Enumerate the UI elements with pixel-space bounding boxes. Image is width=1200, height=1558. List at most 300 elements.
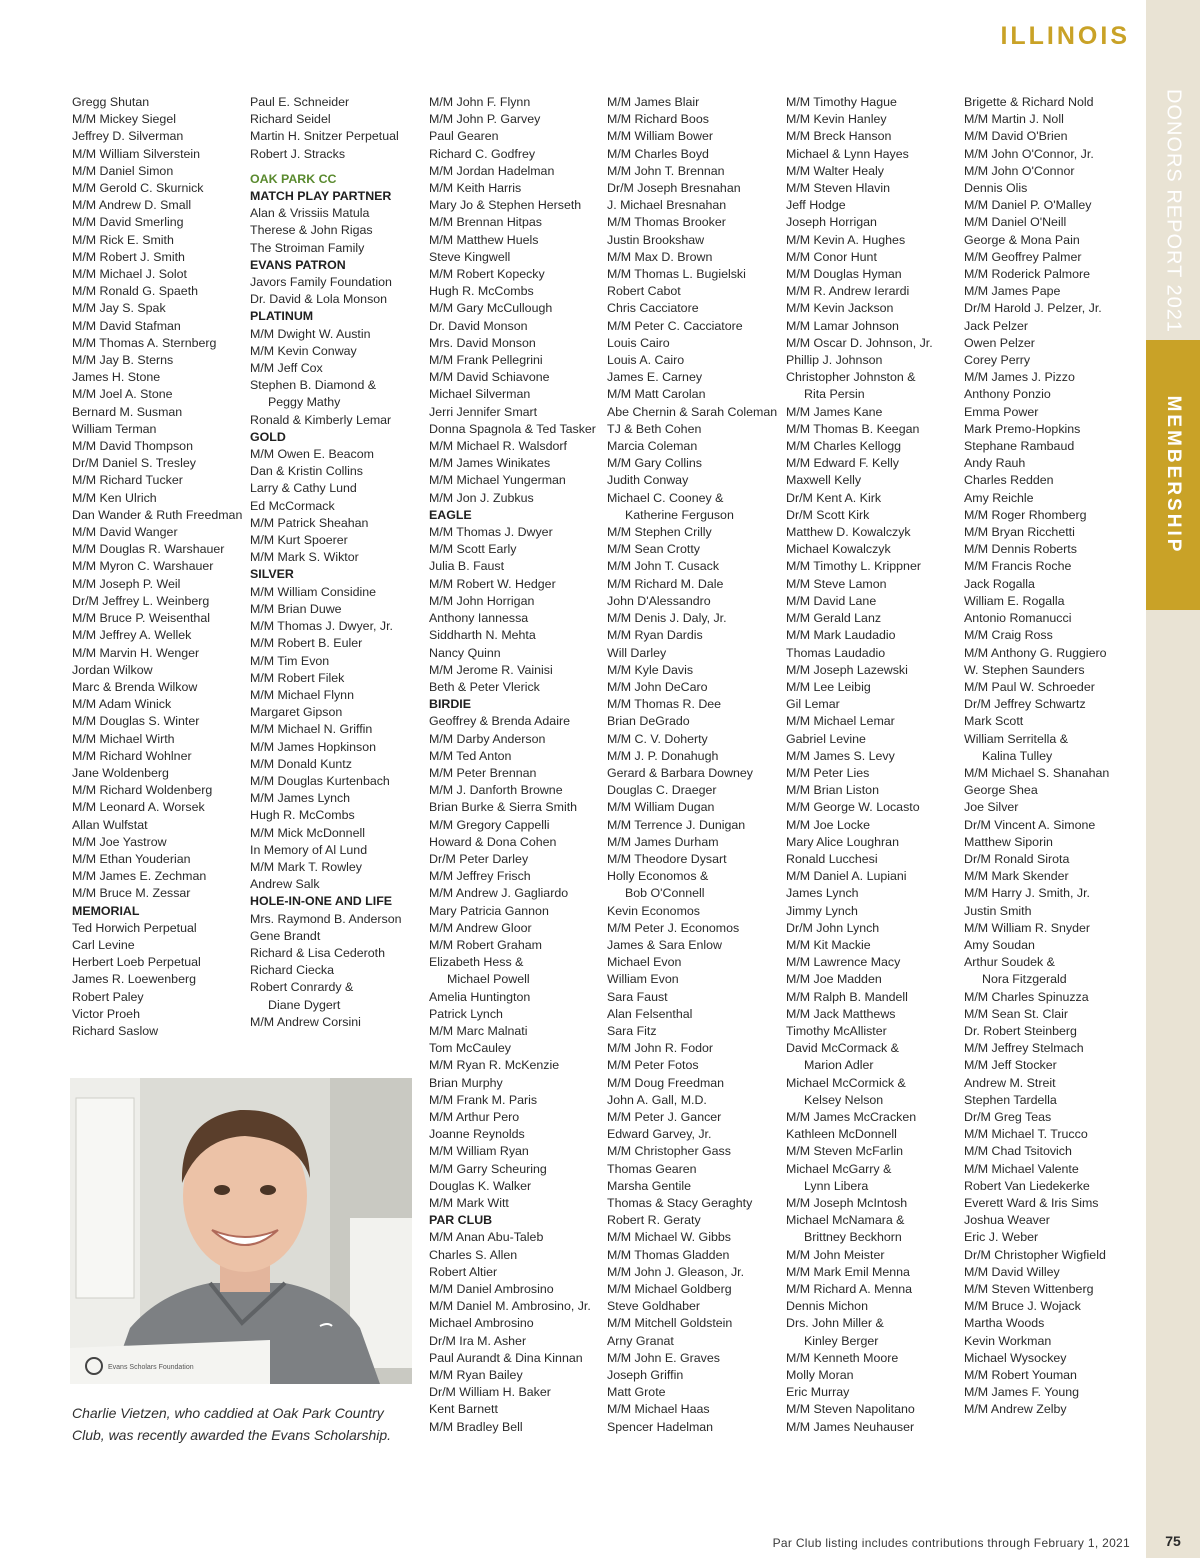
- donor-name: William Evon: [607, 972, 679, 987]
- donor-name: M/M Max D. Brown: [607, 249, 713, 264]
- donor-name: Dr/M Vincent A. Simone: [964, 817, 1096, 832]
- donor-name: In Memory of Al Lund: [250, 842, 368, 857]
- donor-name: M/M John R. Fodor: [607, 1041, 714, 1056]
- donor-name: John D'Alessandro: [607, 593, 711, 608]
- donor-name: Joe Silver: [964, 800, 1019, 815]
- donor-name: M/M Charles Boyd: [607, 146, 709, 161]
- donor-name: Justin Smith: [964, 903, 1032, 918]
- donor-name: M/M C. V. Doherty: [607, 731, 708, 746]
- donor-name: James Lynch: [786, 886, 859, 901]
- donor-name: M/M Thomas J. Dwyer, Jr.: [250, 619, 393, 634]
- donor-name: M/M Thomas B. Keegan: [786, 421, 920, 436]
- donor-name: M/M William Ryan: [429, 1144, 529, 1159]
- donor-name: Michael Powell: [447, 972, 530, 987]
- donor-name: Andrew M. Streit: [964, 1075, 1056, 1090]
- category-heading: BIRDIE: [429, 697, 471, 712]
- donor-name: M/M Joseph McIntosh: [786, 1196, 908, 1210]
- donor-name: Michael McNamara &: [786, 1213, 905, 1228]
- donor-column-4: [607, 94, 783, 1436]
- donor-name: Louis Cairo: [607, 335, 670, 350]
- donor-name: M/M J. P. Donahugh: [607, 748, 719, 763]
- donor-name: Dr/M Ira M. Asher: [429, 1333, 527, 1348]
- donor-name: Donna Spagnola & Ted Tasker: [429, 421, 596, 436]
- donor-name: M/M Thomas J. Dwyer: [429, 525, 553, 540]
- donor-name: Dr/M Jeffrey Schwartz: [964, 697, 1086, 712]
- donor-name: Thomas & Stacy Geraghty: [607, 1196, 753, 1210]
- donor-name: Jordan Wilkow: [72, 662, 153, 677]
- donor-name: M/M R. Andrew Ierardi: [786, 284, 910, 299]
- donor-name: M/M James Pape: [964, 284, 1061, 299]
- donor-name: M/M Scott Early: [429, 542, 517, 557]
- donor-name: Richard Ciecka: [250, 963, 335, 978]
- donor-name: M/M Ralph B. Mandell: [786, 989, 908, 1004]
- donor-name: M/M Theodore Dysart: [607, 851, 727, 866]
- donor-name: Andrew Salk: [250, 877, 320, 892]
- donor-name: M/M John F. Flynn: [429, 95, 531, 109]
- donor-name: Dr. David Monson: [429, 318, 528, 333]
- donor-name: Marion Adler: [804, 1058, 874, 1073]
- donor-name: Ted Horwich Perpetual: [72, 920, 197, 935]
- donor-name: John A. Gall, M.D.: [607, 1092, 707, 1107]
- donor-name: M/M Robert B. Euler: [250, 636, 363, 651]
- donor-name: M/M John Horrigan: [429, 593, 535, 608]
- donor-name: Michael Evon: [607, 955, 682, 970]
- donor-name: M/M Donald Kuntz: [250, 756, 352, 771]
- donor-name: M/M Ryan R. McKenzie: [429, 1058, 560, 1073]
- donor-name: Siddharth N. Mehta: [429, 628, 536, 643]
- donor-name: Louis A. Cairo: [607, 353, 685, 368]
- photo-caption: Charlie Vietzen, who caddied at Oak Park Country Club, was recently awarded the Evans Scholarship.: [72, 1405, 392, 1443]
- donor-column-1: [72, 94, 248, 1040]
- donor-name: Edward Garvey, Jr.: [607, 1127, 712, 1142]
- donor-name: Dr/M Scott Kirk: [786, 507, 870, 522]
- donor-name: Dr. Robert Steinberg: [964, 1023, 1077, 1038]
- donor-name: Geoffrey & Brenda Adaire: [429, 714, 570, 729]
- donor-name: M/M Matthew Huels: [429, 232, 539, 247]
- donor-name: Beth & Peter Vlerick: [429, 679, 540, 694]
- donor-name: Kevin Workman: [964, 1333, 1052, 1348]
- donor-name: Carl Levine: [72, 937, 135, 952]
- donor-name: M/M John Meister: [786, 1247, 885, 1262]
- donor-name: Hugh R. McCombs: [250, 808, 355, 823]
- donor-name: M/M Douglas R. Warshauer: [72, 542, 225, 557]
- donor-name: Nancy Quinn: [429, 645, 501, 660]
- donor-name: M/M Kenneth Moore: [786, 1350, 899, 1365]
- donor-name: M/M Mick McDonnell: [250, 825, 365, 840]
- donor-name: Amy Reichle: [964, 490, 1034, 505]
- donor-name: William Serritella &: [964, 731, 1068, 746]
- donor-name: Dr/M William H. Baker: [429, 1385, 551, 1400]
- donor-name: William Terman: [72, 421, 157, 436]
- donor-name: M/M Steven Wittenberg: [964, 1282, 1094, 1297]
- category-heading: EVANS PATRON: [250, 257, 346, 272]
- donor-name: Michael Wysockey: [964, 1350, 1067, 1365]
- donor-name: George & Mona Pain: [964, 232, 1080, 247]
- donor-name: M/M Edward F. Kelly: [786, 456, 899, 471]
- donor-name: Amy Soudan: [964, 937, 1035, 952]
- donor-name: M/M Lee Leibig: [786, 679, 871, 694]
- donor-name: Dr/M Daniel S. Tresley: [72, 456, 196, 471]
- donor-name: Javors Family Foundation: [250, 275, 392, 290]
- donor-name: M/M Anan Abu-Taleb: [429, 1230, 544, 1245]
- donor-name: Jane Woldenberg: [72, 765, 169, 780]
- donor-name: M/M William Considine: [250, 584, 376, 599]
- donor-name: M/M Bradley Bell: [429, 1419, 523, 1434]
- donor-name: Richard C. Godfrey: [429, 146, 536, 161]
- donor-name: Brian Murphy: [429, 1075, 503, 1090]
- donor-name: M/M Andrew Zelby: [964, 1402, 1067, 1417]
- donor-name: M/M Robert W. Hedger: [429, 576, 556, 591]
- donor-name: Stephen B. Diamond &: [250, 378, 377, 393]
- donor-name: Brittney Beckhorn: [804, 1230, 902, 1245]
- donor-name: Ed McCormack: [250, 498, 335, 513]
- donor-name: Marcia Coleman: [607, 439, 698, 454]
- donor-name: M/M Kevin Conway: [250, 343, 357, 358]
- donor-name: M/M Michael Yungerman: [429, 473, 566, 488]
- donor-name: M/M Michael Goldberg: [607, 1282, 732, 1297]
- donor-name: M/M Michael Haas: [607, 1402, 710, 1417]
- donor-name: M/M Frank M. Paris: [429, 1092, 538, 1107]
- donor-name: Brian DeGrado: [607, 714, 690, 729]
- donor-name: M/M John O'Connor, Jr.: [964, 146, 1094, 161]
- donor-name: Spencer Hadelman: [607, 1419, 714, 1434]
- donor-name: M/M Ethan Youderian: [72, 851, 191, 866]
- donor-name: M/M James Lynch: [250, 791, 351, 806]
- donor-name: David McCormack &: [786, 1041, 899, 1056]
- donor-name: James & Sara Enlow: [607, 937, 723, 952]
- donor-name: Jerri Jennifer Smart: [429, 404, 538, 419]
- donor-name: Gabriel Levine: [786, 731, 866, 746]
- donor-name: Matt Grote: [607, 1385, 666, 1400]
- page-number: 75: [1165, 1533, 1181, 1549]
- donor-name: James E. Carney: [607, 370, 703, 385]
- donor-name: M/M Michael T. Trucco: [964, 1127, 1088, 1142]
- donor-name: M/M Jeff Cox: [250, 361, 323, 376]
- donor-name: Christopher Johnston &: [786, 370, 916, 385]
- donor-name: M/M Mark Skender: [964, 869, 1069, 884]
- donor-name: M/M Leonard A. Worsek: [72, 800, 205, 815]
- donor-name: Martin H. Snitzer Perpetual: [250, 129, 399, 144]
- donor-name: M/M Kurt Spoerer: [250, 533, 348, 548]
- donor-name: Joseph Griffin: [607, 1368, 684, 1383]
- donor-name: Ronald & Kimberly Lemar: [250, 412, 392, 427]
- donor-name: Mrs. Raymond B. Anderson: [250, 911, 402, 926]
- donor-name: M/M Bryan Ricchetti: [964, 525, 1075, 540]
- donor-name: M/M Jeff Stocker: [964, 1058, 1057, 1073]
- donor-name: M/M Mark S. Wiktor: [250, 550, 359, 565]
- donor-name: Tom McCauley: [429, 1041, 511, 1056]
- donor-name: M/M Dennis Roberts: [964, 542, 1077, 557]
- donor-name: Kinley Berger: [804, 1333, 879, 1348]
- donor-name: M/M William R. Snyder: [964, 920, 1090, 935]
- donor-name: Dr/M Joseph Bresnahan: [607, 181, 741, 196]
- donor-name: Arny Granat: [607, 1333, 674, 1348]
- donor-name: TJ & Beth Cohen: [607, 421, 702, 436]
- category-heading: PAR CLUB: [429, 1213, 493, 1228]
- donor-name: Judith Conway: [607, 473, 689, 488]
- donor-name: Paul E. Schneider: [250, 95, 350, 109]
- donor-name: Sara Faust: [607, 989, 668, 1004]
- donor-name: M/M Robert Kopecky: [429, 267, 545, 282]
- donor-name: Thomas Gearen: [607, 1161, 697, 1176]
- section-tab-text: MEMBERSHIP: [1163, 395, 1184, 555]
- donor-name: M/M Peter Lies: [786, 765, 870, 780]
- section-header-state: ILLINOIS: [1000, 22, 1130, 50]
- donor-name: M/M Thomas Brooker: [607, 215, 726, 230]
- donor-name: Gil Lemar: [786, 697, 840, 712]
- donor-name: M/M Joe Yastrow: [72, 834, 167, 849]
- donor-name: W. Stephen Saunders: [964, 662, 1085, 677]
- donor-name: Joanne Reynolds: [429, 1127, 525, 1142]
- donor-name: M/M Andrew Gloor: [429, 920, 532, 935]
- donor-name: Dan Wander & Ruth Freedman: [72, 507, 243, 522]
- donor-name: M/M James Kane: [786, 404, 883, 419]
- donor-name: M/M Joel A. Stone: [72, 387, 173, 402]
- donor-name: M/M John E. Graves: [607, 1350, 720, 1365]
- donor-name: M/M Michael W. Gibbs: [607, 1230, 731, 1245]
- donor-name: Marc & Brenda Wilkow: [72, 679, 198, 694]
- donor-name: Dr. David & Lola Monson: [250, 292, 388, 307]
- donor-name: Alan Felsenthal: [607, 1006, 693, 1021]
- donor-name: Anthony Ponzio: [964, 387, 1051, 402]
- donor-name: M/M Jon J. Zubkus: [429, 490, 534, 505]
- donor-name: M/M Mickey Siegel: [72, 112, 176, 127]
- donor-name: M/M Daniel P. O'Malley: [964, 198, 1092, 213]
- donor-name: M/M Timothy Hague: [786, 95, 897, 109]
- donor-name: M/M Douglas Hyman: [786, 267, 902, 282]
- donor-name: Martha Woods: [964, 1316, 1045, 1331]
- donor-name: M/M Peter J. Gancer: [607, 1109, 722, 1124]
- category-heading: SILVER: [250, 567, 294, 582]
- donor-name: M/M Gary McCullough: [429, 301, 553, 316]
- donor-name: M/M Myron C. Warshauer: [72, 559, 214, 574]
- donor-name: M/M Ronald G. Spaeth: [72, 284, 199, 299]
- donor-name: M/M Thomas L. Bugielski: [607, 267, 746, 282]
- donor-name: M/M George W. Locasto: [786, 800, 920, 815]
- donor-name: M/M Ted Anton: [429, 748, 512, 763]
- donor-name: M/M Jeffrey A. Wellek: [72, 628, 192, 643]
- donor-name: M/M Michael J. Solot: [72, 267, 187, 282]
- donor-name: M/M Kevin A. Hughes: [786, 232, 906, 247]
- donor-name: M/M Christopher Gass: [607, 1144, 731, 1159]
- scholar-photo: [70, 1078, 412, 1384]
- donor-name: M/M James McCracken: [786, 1109, 917, 1124]
- donor-name: M/M David Thompson: [72, 439, 193, 454]
- donor-name: M/M Paul W. Schroeder: [964, 679, 1095, 694]
- donor-name: M/M John J. Gleason, Jr.: [607, 1264, 745, 1279]
- donor-name: M/M James Hopkinson: [250, 739, 377, 754]
- donor-name: Owen Pelzer: [964, 335, 1035, 350]
- donor-name: Elizabeth Hess &: [429, 955, 524, 970]
- donor-name: Mary Patricia Gannon: [429, 903, 549, 918]
- donor-name: Mark Scott: [964, 714, 1024, 729]
- donor-name: Molly Moran: [786, 1368, 854, 1383]
- donor-name: Will Darley: [607, 645, 667, 660]
- donor-name: M/M Douglas S. Winter: [72, 714, 200, 729]
- donor-name: Victor Proeh: [72, 1006, 140, 1021]
- donor-name: Larry & Cathy Lund: [250, 481, 357, 496]
- donor-name: M/M Craig Ross: [964, 628, 1053, 643]
- donor-name: M/M Peter J. Economos: [607, 920, 740, 935]
- donor-name: Michael McGarry &: [786, 1161, 892, 1176]
- donor-name: M/M Thomas R. Dee: [607, 697, 722, 712]
- donor-name: Michael Silverman: [429, 387, 531, 402]
- donor-name: M/M David Willey: [964, 1264, 1060, 1279]
- donor-name: M/M Denis J. Daly, Jr.: [607, 611, 727, 626]
- donor-name: M/M Conor Hunt: [786, 249, 877, 264]
- donor-name: Everett Ward & Iris Sims: [964, 1196, 1099, 1210]
- donor-name: M/M Martin J. Noll: [964, 112, 1064, 127]
- donor-name: Richard Saslow: [72, 1023, 159, 1038]
- donor-name: Charles S. Allen: [429, 1247, 518, 1262]
- donor-name: Kevin Economos: [607, 903, 700, 918]
- category-heading: HOLE-IN-ONE AND LIFE: [250, 894, 393, 909]
- donor-name: M/M Tim Evon: [250, 653, 330, 668]
- donor-name: M/M Patrick Sheahan: [250, 515, 369, 530]
- donor-name: Kent Barnett: [429, 1402, 498, 1417]
- donor-name: Mary Alice Loughran: [786, 834, 899, 849]
- donor-name: Sara Fitz: [607, 1023, 657, 1038]
- donor-name: Matthew Siporin: [964, 834, 1053, 849]
- donor-name: M/M John T. Brennan: [607, 163, 725, 178]
- donor-name: M/M Jordan Hadelman: [429, 163, 555, 178]
- donor-name: M/M Robert Youman: [964, 1368, 1077, 1383]
- donor-column-3: [429, 94, 605, 1436]
- donor-name: M/M Jack Matthews: [786, 1006, 896, 1021]
- donor-name: Rita Persin: [804, 387, 865, 402]
- donor-name: M/M Harry J. Smith, Jr.: [964, 886, 1090, 901]
- donor-name: M/M Lamar Johnson: [786, 318, 899, 333]
- donor-name: Mark Premo-Hopkins: [964, 421, 1081, 436]
- donor-name: Paul Gearen: [429, 129, 499, 144]
- donor-name: M/M Francis Roche: [964, 559, 1072, 574]
- donor-name: M/M Andrew D. Small: [72, 198, 192, 213]
- donor-name: M/M John P. Garvey: [429, 112, 541, 127]
- donor-name: Therese & John Rigas: [250, 223, 373, 238]
- donor-name: M/M Andrew Corsini: [250, 1014, 361, 1029]
- donor-name: Corey Perry: [964, 353, 1031, 368]
- donor-name: Thomas Laudadio: [786, 645, 886, 660]
- donor-name: M/M Richard Boos: [607, 112, 709, 127]
- donor-name: Gerard & Barbara Downey: [607, 765, 754, 780]
- donor-name: M/M Peter C. Cacciatore: [607, 318, 743, 333]
- donor-name: M/M Steve Lamon: [786, 576, 887, 591]
- donor-name: M/M Steven Napolitano: [786, 1402, 915, 1417]
- donor-name: M/M Ryan Bailey: [429, 1368, 523, 1383]
- category-heading: GOLD: [250, 429, 286, 444]
- donor-name: M/M James Blair: [607, 95, 700, 109]
- donor-name: M/M Ken Ulrich: [72, 490, 157, 505]
- donor-name: Robert Paley: [72, 989, 144, 1004]
- donor-name: M/M Lawrence Macy: [786, 955, 901, 970]
- donor-name: M/M Robert Filek: [250, 670, 345, 685]
- donor-name: M/M Mitchell Goldstein: [607, 1316, 733, 1331]
- donor-name: Matthew D. Kowalczyk: [786, 525, 911, 540]
- donor-name: Justin Brookshaw: [607, 232, 705, 247]
- donor-name: M/M William Silverstein: [72, 146, 201, 161]
- donor-name: M/M Mark Witt: [429, 1196, 509, 1210]
- donor-name: M/M Charles Kellogg: [786, 439, 902, 454]
- donor-name: Ronald Lucchesi: [786, 851, 878, 866]
- donor-name: Antonio Romanucci: [964, 611, 1072, 626]
- donor-name: M/M Keith Harris: [429, 181, 522, 196]
- donor-name: Stephen Tardella: [964, 1092, 1057, 1107]
- donor-name: M/M Richard Wohlner: [72, 748, 192, 763]
- donor-name: M/M John DeCaro: [607, 679, 708, 694]
- donor-name: M/M Sean St. Clair: [964, 1006, 1068, 1021]
- donor-name: M/M Jay B. Sterns: [72, 353, 174, 368]
- donor-name: Nora Fitzgerald: [982, 972, 1067, 987]
- donor-name: Douglas K. Walker: [429, 1178, 532, 1193]
- donor-name: M/M Doug Freedman: [607, 1075, 725, 1090]
- donor-name: M/M Jerome R. Vainisi: [429, 662, 553, 677]
- donor-name: M/M Daniel Ambrosino: [429, 1282, 554, 1297]
- donor-name: Michael & Lynn Hayes: [786, 146, 909, 161]
- donor-name: M/M David Stafman: [72, 318, 181, 333]
- donor-name: M/M Breck Hanson: [786, 129, 892, 144]
- report-title-text: DONORS REPORT 2021: [1162, 88, 1185, 334]
- donor-name: M/M Darby Anderson: [429, 731, 546, 746]
- donor-name: Michael Ambrosino: [429, 1316, 534, 1331]
- donor-name: M/M Andrew J. Gagliardo: [429, 886, 569, 901]
- donor-name: M/M Daniel Simon: [72, 163, 174, 178]
- donor-name: The Stroiman Family: [250, 240, 365, 255]
- donor-name: M/M Michael N. Griffin: [250, 722, 373, 737]
- donor-name: M/M Jay S. Spak: [72, 301, 166, 316]
- donor-name: Howard & Dona Cohen: [429, 834, 557, 849]
- donor-name: M/M Steven Hlavin: [786, 181, 890, 196]
- donor-name: M/M Gregory Cappelli: [429, 817, 550, 832]
- donor-name: M/M Charles Spinuzza: [964, 989, 1089, 1004]
- donor-name: Michael C. Cooney &: [607, 490, 724, 505]
- category-heading: MEMORIAL: [72, 903, 140, 918]
- donor-name: M/M Rick E. Smith: [72, 232, 174, 247]
- footer-note: Par Club listing includes contributions through February 1, 2021: [772, 1536, 1130, 1550]
- donor-name: M/M Brian Duwe: [250, 601, 342, 616]
- donor-name: M/M Ryan Dardis: [607, 628, 703, 643]
- donor-name: M/M David Smerling: [72, 215, 184, 230]
- donor-name: M/M Michael Valente: [964, 1161, 1079, 1176]
- donor-name: Andy Rauh: [964, 456, 1026, 471]
- donor-name: Michael Kowalczyk: [786, 542, 891, 557]
- donor-name: Michael McCormick &: [786, 1075, 906, 1090]
- donor-name: Dr/M Greg Teas: [964, 1109, 1052, 1124]
- donor-name: M/M William Dugan: [607, 800, 715, 815]
- donor-name: Bob O'Connell: [625, 886, 705, 901]
- donor-name: M/M John T. Cusack: [607, 559, 720, 574]
- donor-name: Robert Conrardy &: [250, 980, 354, 995]
- donor-name: M/M Joe Locke: [786, 817, 871, 832]
- donor-name: Jack Pelzer: [964, 318, 1029, 333]
- donor-name: Abe Chernin & Sarah Coleman: [607, 404, 778, 419]
- donor-name: M/M James Neuhauser: [786, 1419, 915, 1434]
- donor-name: Amelia Huntington: [429, 989, 531, 1004]
- donor-name: Herbert Loeb Perpetual: [72, 955, 201, 970]
- category-heading: PLATINUM: [250, 309, 314, 324]
- donor-name: M/M Mark T. Rowley: [250, 859, 362, 874]
- donor-name: M/M Gary Collins: [607, 456, 703, 471]
- donor-name: Dan & Kristin Collins: [250, 464, 363, 479]
- donor-name: M/M Daniel O'Neill: [964, 215, 1067, 230]
- donor-name: Richard & Lisa Cederoth: [250, 945, 385, 960]
- donor-name: M/M James Durham: [607, 834, 719, 849]
- donor-name: Timothy McAllister: [786, 1023, 887, 1038]
- donor-name: Dr/M Christopher Wigfield: [964, 1247, 1106, 1262]
- donor-name: Jack Rogalla: [964, 576, 1035, 591]
- donor-name: Douglas C. Draeger: [607, 783, 717, 798]
- donor-name: M/M Michael R. Walsdorf: [429, 439, 567, 454]
- donor-name: Margaret Gipson: [250, 705, 343, 720]
